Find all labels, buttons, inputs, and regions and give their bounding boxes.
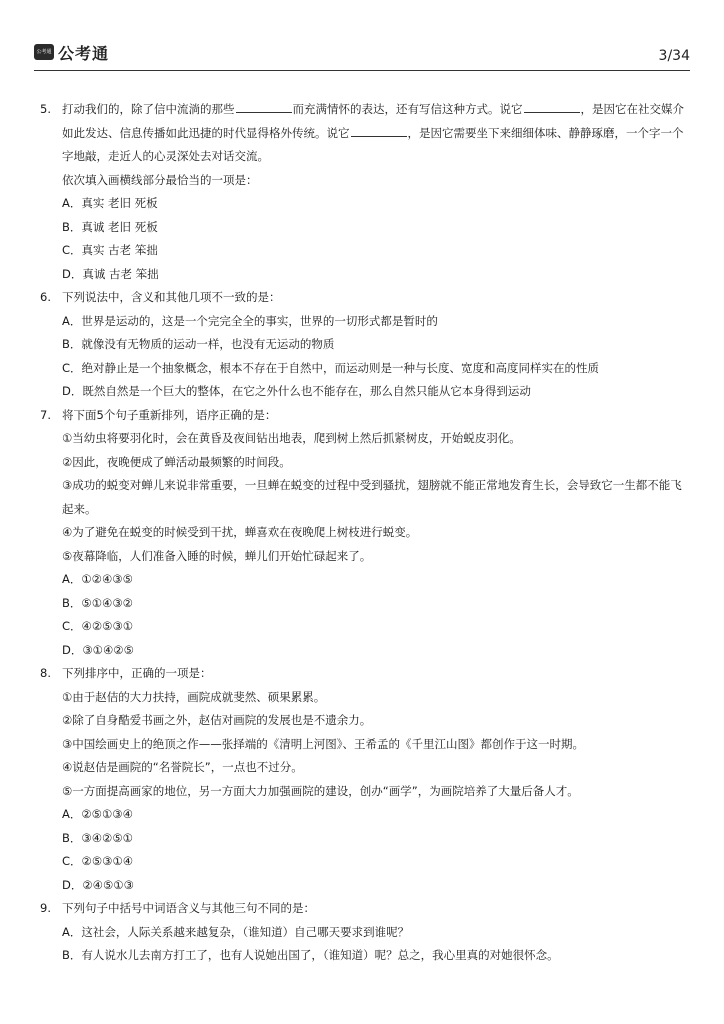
- option-a: A．②⑤①③④: [62, 807, 133, 821]
- stem-part: 打动我们的，除了信中流淌的那些: [62, 102, 235, 116]
- question-stem: 下列说法中，含义和其他几项不一致的是：: [62, 290, 281, 304]
- question-7: [40, 404, 690, 663]
- option-d: D．②④⑤①③: [62, 877, 134, 892]
- option-b: B．③④②⑤①: [62, 830, 133, 845]
- fill-blank: [524, 100, 580, 113]
- question-stem: 下列句子中括号中词语含义与其他三句不同的是：: [62, 901, 315, 915]
- option-b: B．真诚 老旧 死板: [62, 219, 158, 234]
- logo-text: 公考通: [58, 44, 110, 63]
- option-c: C．④②⑤③①: [62, 619, 134, 633]
- option-a: A．①②④③⑤: [62, 572, 133, 586]
- option-a: A．世界是运动的，这是一个完完全全的事实，世界的一切形式都是暂时的: [62, 313, 438, 328]
- question-9: [40, 897, 690, 968]
- sentence-5: ⑤一方面提高画家的地位，另一方面大力加强画院的建设，创办“画学”，为画院培养了大量后备人才。: [62, 783, 579, 798]
- sentence-3: ③中国绘画史上的绝顶之作——张择端的《清明上河图》、王希孟的《千里江山图》都创作于这一时期。: [62, 736, 585, 751]
- question-stem: [62, 98, 690, 169]
- question-6: [40, 286, 690, 404]
- fill-blank: [236, 100, 292, 113]
- question-stem: 将下面5个句子重新排列，语序正确的是：: [62, 407, 277, 422]
- question-number: 6.: [40, 290, 51, 304]
- question-stem: 下列排序中，正确的一项是：: [62, 666, 212, 680]
- question-number: 7.: [40, 407, 51, 422]
- sentence-2: ②除了自身酷爱书画之外，赵佶对画院的发展也是不遗余力。: [62, 713, 372, 727]
- option-c: C．绝对静止是一个抽象概念，根本不存在于自然中，而运动则是一种与长度、宽度和高度同样实在的性质: [62, 360, 600, 375]
- sentence-4: ④为了避免在蜕变的时候受到干扰，蝉喜欢在夜晚爬上树枝进行蜕变。: [62, 525, 418, 539]
- logo-icon: 公考通: [34, 44, 54, 60]
- sentence-2: ②因此，夜晚便成了蝉活动最频繁的时间段。: [62, 454, 291, 469]
- option-b: B．就像没有无物质的运动一样，也没有无运动的物质: [62, 337, 335, 351]
- sentence-1: ①当幼虫将要羽化时，会在黄昏及夜间钻出地表，爬到树上然后抓紧树皮，开始蜕皮羽化。: [62, 431, 521, 445]
- option-d: D．③①④②⑤: [62, 642, 134, 657]
- question-number: 9.: [40, 901, 51, 915]
- question-number: 5.: [40, 102, 51, 116]
- stem-part: 而充满情怀的表达，还有写信这种方式。说它: [292, 102, 523, 116]
- sentence-4: ④说赵佶是画院的“名誉院长”，一点也不过分。: [62, 760, 303, 774]
- question-list: [40, 98, 690, 968]
- option-d: D．真诚 古老 笨拙: [62, 266, 159, 281]
- stem-part: ，是因它在社交媒介如此发达、信息传播如此迅捷的时代显得格外传统。说它: [62, 102, 684, 140]
- option-c: C．真实 古老 笨拙: [62, 243, 158, 257]
- page-number: 3/34: [658, 48, 690, 64]
- question-prompt: 依次填入画横线部分最恰当的一项是：: [62, 172, 258, 187]
- question-5: [40, 98, 690, 286]
- option-a: A．这社会，人际关系越来越复杂，（谁知道）自己哪天要求到谁呢？: [62, 924, 410, 939]
- option-c: C．②⑤③①④: [62, 854, 134, 868]
- option-b: B．⑤①④③②: [62, 595, 133, 610]
- option-d: D．既然自然是一个巨大的整体，在它之外什么也不能存在，那么自然只能从它本身得到运动: [62, 384, 531, 398]
- option-a: A．真实 老旧 死板: [62, 196, 158, 210]
- sentence-1: ①由于赵佶的大力扶持，画院成就斐然、硕果累累。: [62, 689, 326, 704]
- sentence-3: ③成功的蜕变对蝉儿来说非常重要，一旦蝉在蜕变的过程中受到骚扰，翅膀就不能正常地发育生长，会导致它一生都不能飞起来。: [62, 478, 682, 516]
- page-header: [34, 44, 690, 71]
- sentence-5: ⑤夜幕降临，人们准备入睡的时候，蝉儿们开始忙碌起来了。: [62, 548, 372, 563]
- option-b: B．有人说水儿去南方打工了，也有人说她出国了，（谁知道）呢？总之，我心里真的对她很怀念。: [62, 948, 559, 962]
- question-8: [40, 662, 690, 897]
- question-number: 8.: [40, 666, 51, 680]
- fill-blank: [351, 124, 407, 137]
- stem-part: ，是因它需要坐下来细细体味、静静琢磨，一个字一个字地敲，走近人的心灵深处去对话交流。: [62, 125, 684, 163]
